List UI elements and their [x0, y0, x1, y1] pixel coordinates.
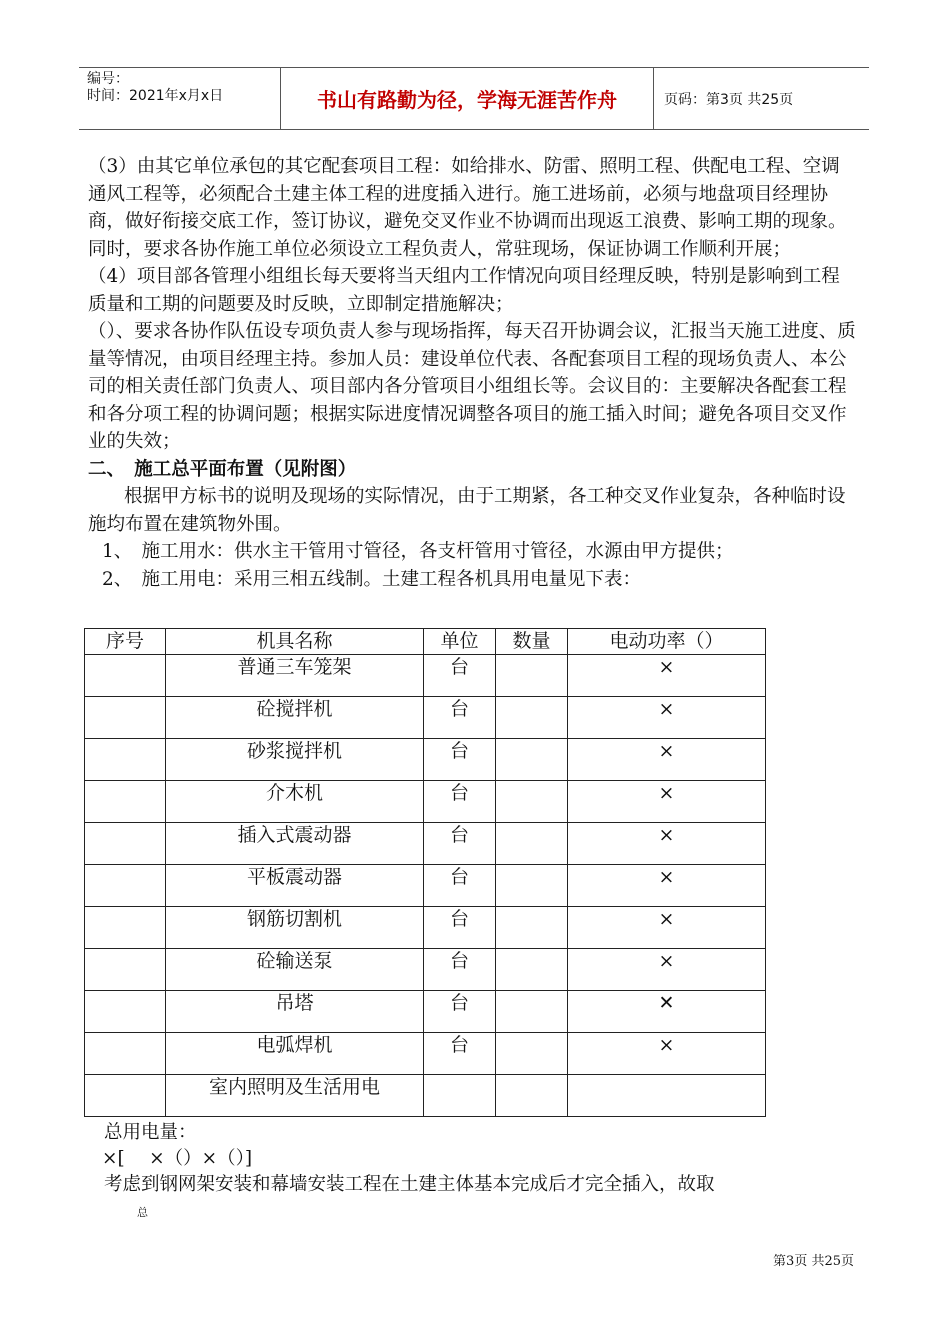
subscript-char: 总 — [137, 1206, 148, 1219]
cell-unit — [424, 1075, 496, 1117]
cell-power: × — [568, 781, 766, 823]
total-label: 总用电量： — [104, 1122, 197, 1143]
cell-unit: 台 — [424, 739, 496, 781]
conclusion: 考虑到钢网架安装和幕墙安装工程在土建主体基本完成后才完全插入，故取 — [104, 1174, 715, 1195]
item-water: 1、 施工用水：供水主干管用寸管径，各支杆管用寸管径，水源由甲方提供； — [102, 541, 734, 562]
table-row — [85, 1033, 766, 1075]
cell-name: 砂浆搅拌机 — [166, 739, 424, 781]
equipment-table — [84, 628, 766, 1117]
col-power: 电动功率（） — [568, 629, 766, 655]
header-meta — [79, 68, 281, 129]
paragraph-5: （）、要求各协作队伍设专项负责人参与现场指挥，每天召开协调会议，汇报当天施工进度、质量等情况，由项目经理主持。参加人员：建设单位代表、各配套项目工程的现场负责人、本公司的相关责任部门负责人、项目部内各分管项目小组组长等。会议目的：主要解决各配套工程和各分项工程的协调问题；根据实际进度情况调整各项目的施工插入时间；避免各项目交叉作业的失效； — [88, 321, 856, 452]
table-row — [85, 907, 766, 949]
table-row — [85, 739, 766, 781]
cell-name: 平板震动器 — [166, 865, 424, 907]
table-row — [85, 781, 766, 823]
number-label: 编号： — [87, 71, 129, 87]
table-row — [85, 865, 766, 907]
col-qty: 数量 — [496, 629, 568, 655]
item-power: 2、 施工用电：采用三相五线制。土建工程各机具用电量见下表： — [102, 568, 642, 590]
body-text — [88, 153, 858, 593]
after-table-text — [104, 1120, 715, 1198]
cell-power: × — [568, 697, 766, 739]
paragraph-4: （4）项目部各管理小组组长每天要将当天组内工作情况向项目经理反映，特别是影响到工程质量和工期的问题要及时反映，立即制定措施解决； — [88, 266, 840, 315]
section-heading: 二、 施工总平面布置（见附图） — [88, 458, 357, 480]
cell-unit: 台 — [424, 1033, 496, 1075]
table-row — [85, 991, 766, 1033]
col-seq: 序号 — [85, 629, 166, 655]
cell-unit: 台 — [424, 949, 496, 991]
header-motto: 书山有路勤为径，学海无涯苦作舟 — [281, 68, 654, 129]
cell-name: 钢筋切割机 — [166, 907, 424, 949]
cell-power — [568, 1075, 766, 1117]
table-row — [85, 655, 766, 697]
cell-unit: 台 — [424, 865, 496, 907]
section-intro: 根据甲方标书的说明及现场的实际情况，由于工期紧，各工种交叉作业复杂，各种临时设施均布置在建筑物外围。 — [88, 486, 846, 535]
page-header — [79, 67, 869, 130]
table-body — [85, 655, 766, 1117]
date-label: 时间：2021年x月x日 — [87, 88, 224, 104]
cell-power: × — [568, 655, 766, 697]
cell-unit: 台 — [424, 781, 496, 823]
cell-name: 砼输送泵 — [166, 949, 424, 991]
cell-power: ✕ — [568, 991, 766, 1033]
col-unit: 单位 — [424, 629, 496, 655]
page-footer: 第3页 共25页 — [773, 1254, 854, 1269]
table-row — [85, 823, 766, 865]
cell-unit: 台 — [424, 907, 496, 949]
cell-power: × — [568, 907, 766, 949]
table-header-row — [85, 629, 766, 655]
cell-power: × — [568, 1033, 766, 1075]
cell-unit: 台 — [424, 991, 496, 1033]
header-page-label: 页码：第3页 共25页 — [664, 91, 794, 108]
cell-name: 插入式震动器 — [166, 823, 424, 865]
col-name: 机具名称 — [166, 629, 424, 655]
cell-power: × — [568, 949, 766, 991]
cell-name: 电弧焊机 — [166, 1033, 424, 1075]
table-row — [85, 697, 766, 739]
cell-name: 室内照明及生活用电 — [166, 1075, 424, 1117]
cell-power: × — [568, 865, 766, 907]
formula: ×[ ×（）×（）] — [102, 1148, 253, 1169]
table-row — [85, 1075, 766, 1117]
cell-unit: 台 — [424, 655, 496, 697]
paragraph-3: （3）由其它单位承包的其它配套项目工程：如给排水、防雷、照明工程、供配电工程、空调通风工程等，必须配合土建主体工程的进度插入进行。施工进场前，必须与地盘项目经理协商，做好衔接交底工作，签订协议，避免交叉作业不协调而出现返工浪费、影响工期的现象。同时，要求各协作施工单位必须设立工程负责人，常驻现场，保证协调工作顺利开展； — [88, 156, 847, 260]
cell-name: 普通三车笼架 — [166, 655, 424, 697]
cell-power: × — [568, 739, 766, 781]
cell-name: 吊塔 — [166, 991, 424, 1033]
cell-power: × — [568, 823, 766, 865]
cell-unit: 台 — [424, 823, 496, 865]
cell-unit: 台 — [424, 697, 496, 739]
table-row — [85, 949, 766, 991]
cell-name: 介木机 — [166, 781, 424, 823]
cell-name: 砼搅拌机 — [166, 697, 424, 739]
